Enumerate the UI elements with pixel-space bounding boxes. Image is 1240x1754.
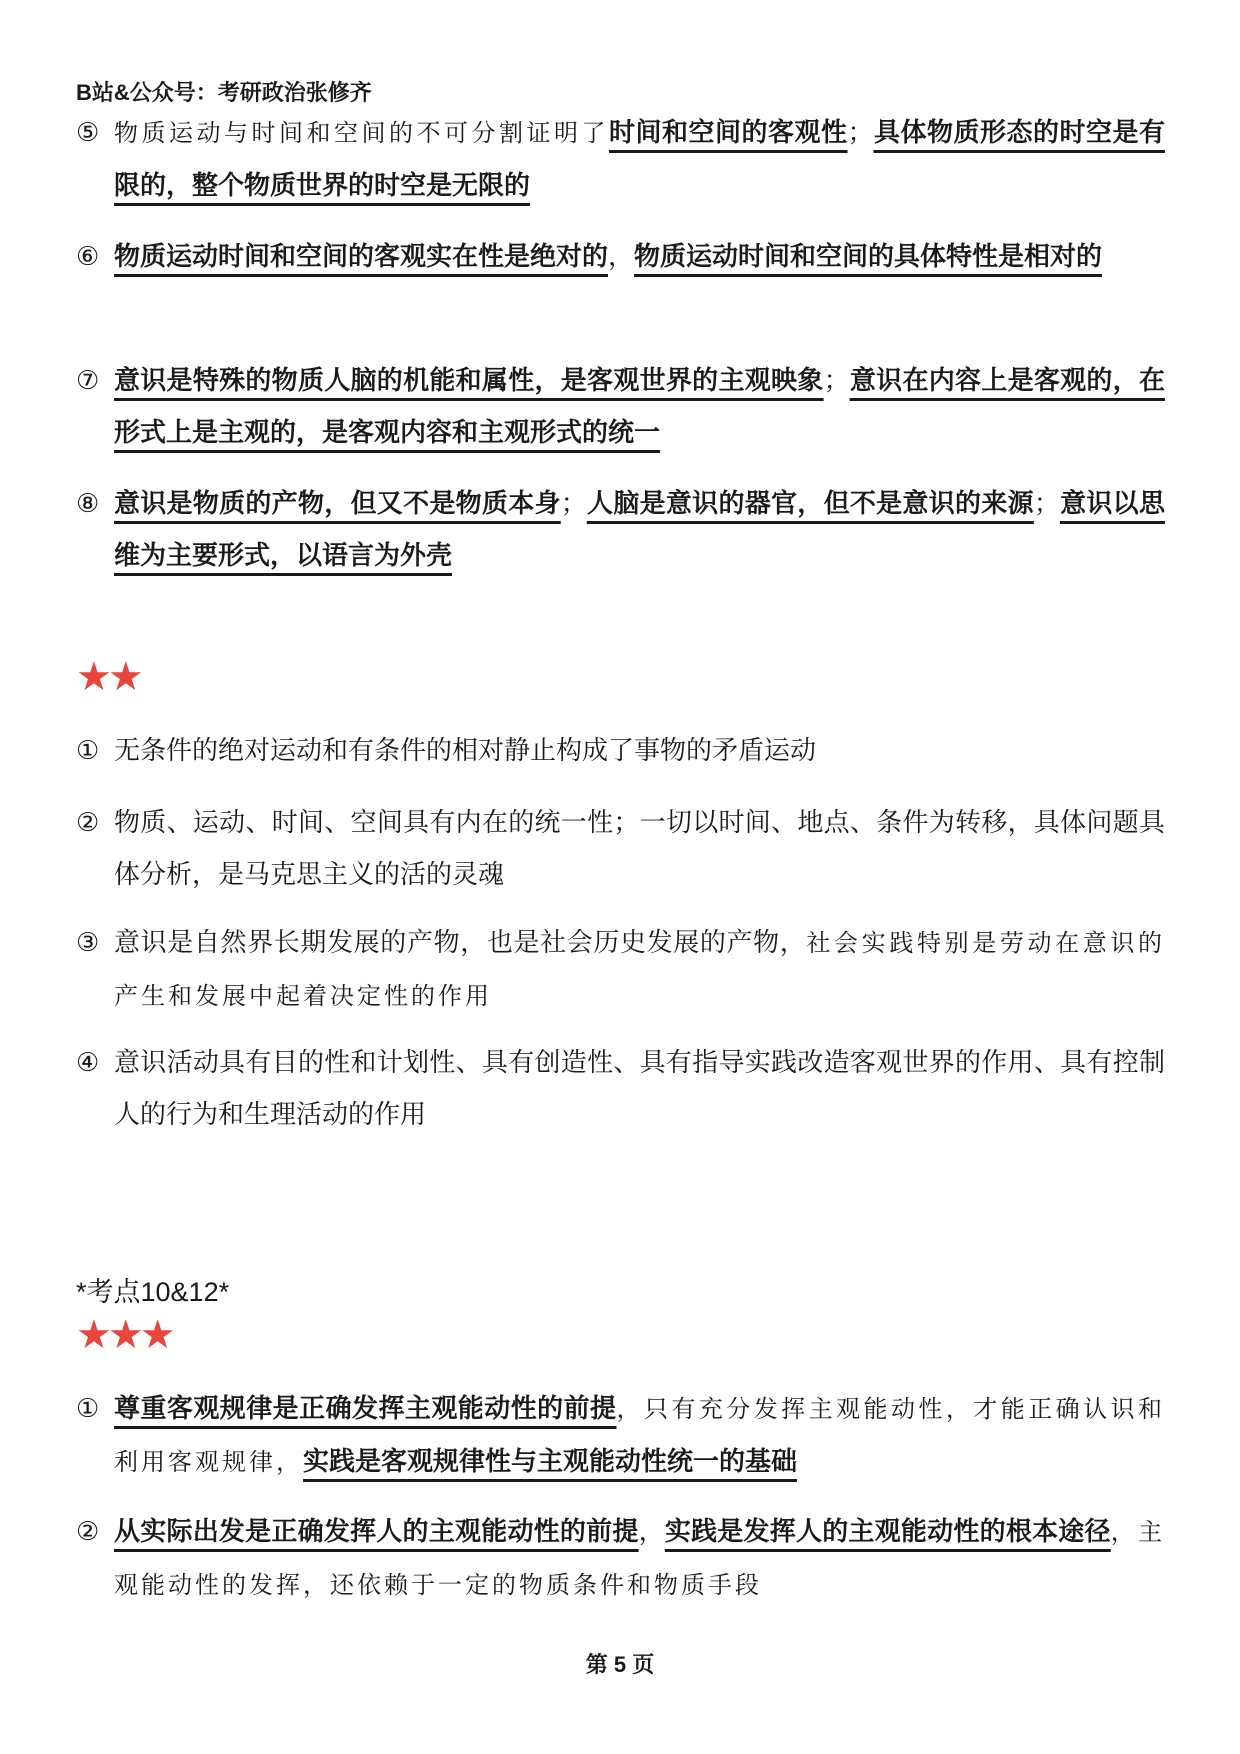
- key-phrase-underlined: 实践是发挥人的主观能动性的根本途径: [664, 1516, 1111, 1546]
- item-text: 物质运动与时间和空间的不可分割证明了: [114, 119, 609, 147]
- exam-point-tag: *考点10&12*: [76, 1277, 230, 1307]
- item-text: ；: [847, 117, 874, 147]
- item-number: ②: [76, 807, 100, 837]
- key-phrase-underlined: 时间和空间的客观性: [608, 117, 848, 147]
- two-star-rating: ★★: [76, 655, 140, 699]
- key-phrase-underlined: 意识是特殊的物质人脑的机能和属性，是客观世界的主观映象: [114, 365, 824, 395]
- list-item: [76, 916, 1165, 1022]
- item-text: ；: [560, 488, 587, 518]
- list-item: [76, 724, 1165, 776]
- list-item: [76, 1036, 1165, 1140]
- item-number: ③: [76, 927, 100, 957]
- key-phrase-underlined: 意识是物质的产物，但又不是物质本身: [114, 488, 561, 518]
- key-phrase-underlined: 实践是客观规律性与主观能动性统一的基础: [303, 1446, 798, 1476]
- item-text: 无条件的绝对运动和有条件的相对静止构成了事物的矛盾运动: [114, 735, 817, 765]
- item-number: ①: [76, 1393, 100, 1423]
- item-text: 意识活动具有目的性和计划性、具有创造性、具有指导实践改造客观世界的作用、具有控制人的行为和生理活动的作用: [114, 1047, 1165, 1129]
- item-number: ②: [76, 1516, 100, 1546]
- list-item: [76, 1382, 1165, 1488]
- page-number: 第 5 页: [585, 1652, 655, 1677]
- item-number: ⑥: [76, 241, 100, 271]
- item-text: ，只有充分发挥主观能动性，才能正确认识和利用客观规律，: [114, 1395, 1165, 1476]
- item-text: 物质、运动、时间、空间具有内在的统一性；一切以时间、地点、条件为转移，具体问题具体分析，是马克思主义的活的灵魂: [114, 807, 1165, 889]
- item-number: ①: [76, 735, 100, 765]
- list-item: [76, 477, 1165, 581]
- key-phrase-underlined: 从实际出发是正确发挥人的主观能动性的前提: [114, 1516, 639, 1546]
- key-phrase-underlined: 物质运动时间和空间的具体特性是相对的: [634, 241, 1103, 271]
- list-item: [76, 796, 1165, 900]
- list-item: [76, 1505, 1165, 1611]
- item-text: ；: [1033, 488, 1060, 518]
- three-star-rating: ★★★: [76, 1313, 172, 1357]
- list-item: [76, 106, 1165, 211]
- item-text: ；: [823, 365, 850, 395]
- key-phrase-underlined: 意识以思维为主要形式，以语言为外壳: [114, 488, 1165, 570]
- item-text: ，: [638, 1516, 665, 1546]
- list-item: [76, 354, 1165, 458]
- item-number: ⑤: [76, 117, 100, 147]
- item-text: 社会实践特别是劳动在意识的产生和发展中起着决定性的作用: [114, 929, 1165, 1010]
- item-number: ⑦: [76, 365, 100, 395]
- list-item: [76, 230, 1165, 282]
- header-channel-label: B站&公众号：考研政治张修齐: [76, 80, 372, 105]
- item-number: ④: [76, 1047, 100, 1077]
- item-text: 意识是自然界长期发展的产物，也是社会历史发展的产物，: [114, 927, 807, 957]
- key-phrase-underlined: 物质运动时间和空间的客观实在性是绝对的: [114, 241, 609, 271]
- key-phrase-underlined: 具体物质形态的时空是有限的，整个物质世界的时空是无限的: [114, 117, 1165, 200]
- item-number: ⑧: [76, 488, 100, 518]
- item-text: ，主观能动性的发挥，还依赖于一定的物质条件和物质手段: [114, 1518, 1165, 1599]
- key-phrase-underlined: 意识在内容上是客观的，在形式上是主观的，是客观内容和主观形式的统一: [114, 365, 1165, 447]
- key-phrase-underlined: 人脑是意识的器官，但不是意识的来源: [586, 488, 1034, 518]
- item-text: ，: [608, 241, 635, 271]
- key-phrase-underlined: 尊重客观规律是正确发挥主观能动性的前提: [114, 1393, 617, 1423]
